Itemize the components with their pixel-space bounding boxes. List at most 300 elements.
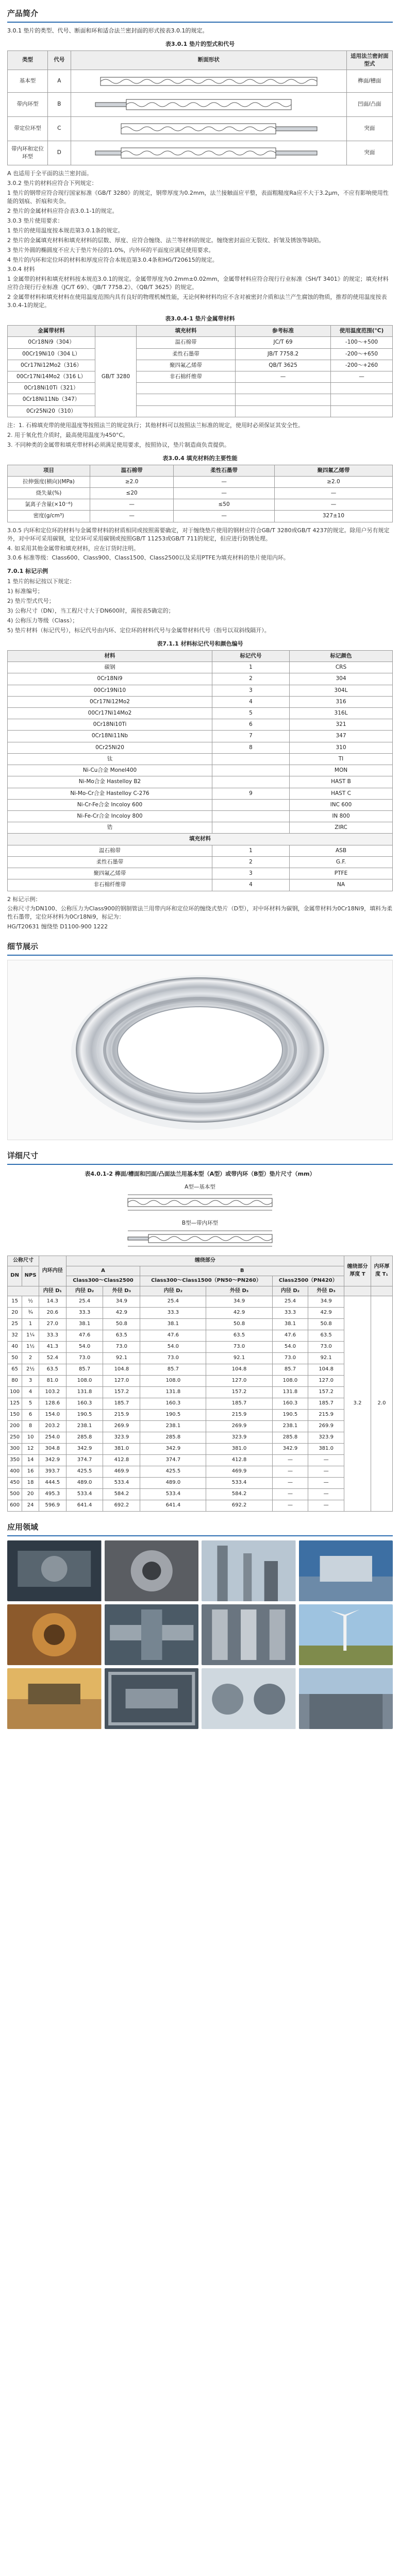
size-cell-d2b: 489.0 (140, 1478, 206, 1489)
filler-cell: 柔性石墨带 (137, 348, 236, 360)
size-row (8, 1432, 393, 1444)
size-cell-d2b: 33.3 (140, 1308, 206, 1319)
filler-cell: 聚四氟乙烯带 (137, 360, 236, 371)
size-cell-d3b: 584.2 (206, 1489, 272, 1500)
code-header: 代号 (48, 50, 71, 70)
size-cell-d2: 131.8 (66, 1387, 103, 1398)
size-cell-d2b: 190.5 (140, 1410, 206, 1421)
temp-cell (331, 383, 393, 394)
size-cell-d2b: 54.0 (140, 1342, 206, 1353)
item-header: 项目 (8, 465, 90, 476)
size-cell-d3b: 63.5 (206, 1330, 272, 1342)
table-row (8, 776, 393, 788)
detail-size-title: 详细尺寸 (7, 1147, 393, 1165)
code-cell: 1 (212, 845, 290, 856)
size-cell-d3c: — (308, 1466, 344, 1478)
size-cell-d2: 533.4 (66, 1489, 103, 1500)
filler-std-cell: — (236, 371, 331, 382)
mat-cell: 00Cr17Ni14Mo2 (8, 708, 212, 719)
size-cell-d2c: — (272, 1500, 308, 1512)
metal-cell: 00Cr17Ni14Mo2（316 L） (8, 371, 95, 382)
type-face: 突面 (346, 141, 392, 165)
application-photo (299, 1540, 393, 1601)
size-cell-dn: 32 (8, 1330, 22, 1342)
value-cell: — (274, 488, 392, 499)
code-cell: 8 (212, 742, 290, 753)
size-cell-d1: 33.3 (39, 1330, 66, 1342)
color-header: 标记颜色 (290, 650, 393, 662)
ring-thk-value: 2.0 (371, 1296, 393, 1512)
value-cell: ≤50 (174, 499, 275, 511)
size-table-body (8, 1296, 393, 1512)
size-cell-d3: 92.1 (103, 1353, 140, 1364)
size-cell-d2c: 131.8 (272, 1387, 308, 1398)
size-cell-d2b: 374.7 (140, 1455, 206, 1466)
filler-table (7, 465, 393, 522)
type-b-header: B (140, 1266, 344, 1276)
size-cell-dn: 50 (8, 1353, 22, 1364)
size-cell-d3: 185.7 (103, 1398, 140, 1410)
size-cell-dn: 350 (8, 1455, 22, 1466)
size-table (7, 1256, 393, 1512)
table-row (8, 742, 393, 753)
application-photo (105, 1604, 199, 1665)
table-row (8, 765, 393, 776)
size-cell-d3c: 92.1 (308, 1353, 344, 1364)
size-cell-d3b: 104.8 (206, 1364, 272, 1376)
size-cell-d3: 469.9 (103, 1466, 140, 1478)
size-cell-d3c: — (308, 1489, 344, 1500)
table-row (8, 337, 393, 348)
type-table-caption: 表3.0.1 垫片的型式和代号 (165, 40, 235, 47)
size-cell-nps: 2 (22, 1353, 39, 1364)
color-cell: G.F. (290, 856, 393, 868)
mat-cell: 钛 (8, 753, 212, 765)
size-cell-nps: 4 (22, 1387, 39, 1398)
color-cell: MON (290, 765, 393, 776)
table-row (8, 685, 393, 696)
type-name: 基本型 (8, 70, 48, 93)
application-title: 应用领域 (7, 1519, 393, 1536)
size-cell-d1: 444.5 (39, 1478, 66, 1489)
marking-note: 2 标记示例： (7, 895, 41, 903)
gasket-section-b-diagram (71, 93, 346, 117)
table-row (8, 810, 393, 822)
size-cell-nps: 14 (22, 1455, 39, 1466)
size-cell-d2b: 342.9 (140, 1444, 206, 1455)
size-cell-d3: 104.8 (103, 1364, 140, 1376)
size-cell-d3: 533.4 (103, 1478, 140, 1489)
code-cell: 3 (212, 868, 290, 879)
color-cell: 304L (290, 685, 393, 696)
size-cell-d2c: 38.1 (272, 1319, 308, 1330)
size-cell-d1: 20.6 (39, 1308, 66, 1319)
size-cell-d3c: 63.5 (308, 1330, 344, 1342)
size-cell-d3: 157.2 (103, 1387, 140, 1398)
code-cell: 1 (212, 662, 290, 673)
color-cell: 321 (290, 719, 393, 731)
table-row (8, 731, 393, 742)
table-row (8, 696, 393, 707)
color-cell: ASB (290, 845, 393, 856)
application-gallery (7, 1540, 393, 1729)
intro-note: 3 垫片外圆的椭圆度不应大于垫片外径的1.0%，内外环的平面度应满足使用要求。 (7, 246, 214, 253)
color-cell: CRS (290, 662, 393, 673)
size-cell-d2c: — (272, 1466, 308, 1478)
type-diagrams (7, 1181, 393, 1253)
size-cell-d3c: — (308, 1478, 344, 1489)
filler-cell: 温石棉带 (137, 337, 236, 348)
table-row (8, 868, 393, 879)
size-cell-d3b: 692.2 (206, 1500, 272, 1512)
table-row (8, 719, 393, 731)
size-cell-d2c: — (272, 1455, 308, 1466)
d3-header: 外径 D₃ (206, 1286, 272, 1296)
size-cell-dn: 250 (8, 1432, 22, 1444)
type-face: 突面 (346, 117, 392, 141)
ring-thk-header: 内环厚度 T₁ (371, 1256, 393, 1286)
size-cell-d3b: 127.0 (206, 1376, 272, 1387)
thk-value: 3.2 (344, 1296, 371, 1512)
code-cell: 4 (212, 879, 290, 891)
size-row (8, 1364, 393, 1376)
table-row (8, 348, 393, 360)
value-cell: ≥2.0 (274, 476, 392, 487)
size-cell-nps: 18 (22, 1478, 39, 1489)
size-cell-d3b: 73.0 (206, 1342, 272, 1353)
marking-item: 3) 公称尺寸（DN），当工程尺寸大于DN600时，需按表5确定的； (7, 607, 174, 615)
intro-note: 2 金属带材料和填充材料在使用温度范围内具有良好的物理机械性能，无论何种材料均应不含对被密封介质和法兰产生腐蚀的物质，推荐的使用温度按表3.0.4-1的规定。 (7, 294, 387, 309)
size-row (8, 1376, 393, 1387)
size-cell-d3: 42.9 (103, 1308, 140, 1319)
filler-note: 3.0.5 内环和定位环的材料与金属带材料的材质相同或按照需要确定，对于缠绕垫片使用的钢材应符合GB/T 3280或GB/T 4237的规定。除用户另有规定外，对中环可采用碳钢，定位环可采用碳钢或按照GB/T 11253或GB/T 711的规定，但应进行防锈处理。 (7, 527, 390, 542)
temp-cell: -100～+500 (331, 337, 393, 348)
size-cell-d2: 190.5 (66, 1410, 103, 1421)
type-name: 带内环型 (8, 93, 48, 117)
metal-table (7, 325, 393, 417)
size-cell-d3: 215.9 (103, 1410, 140, 1421)
filler-std-cell (236, 405, 331, 417)
table-row (8, 708, 393, 719)
value-cell: ≤20 (90, 488, 174, 499)
type-row (8, 93, 393, 117)
metal-note: 2. 用于氧化性介质时，最高使用温度为450°C。 (7, 431, 129, 438)
size-cell-d3: 692.2 (103, 1500, 140, 1512)
gasket-section-a-diagram (71, 70, 346, 93)
mat-cell: 碳钢 (8, 662, 212, 673)
size-cell-d3c: — (308, 1455, 344, 1466)
table-row (8, 753, 393, 765)
code-cell (212, 799, 290, 810)
code-cell (212, 776, 290, 788)
size-cell-d3b: 412.8 (206, 1455, 272, 1466)
size-cell-d2: 489.0 (66, 1478, 103, 1489)
size-row (8, 1489, 393, 1500)
color-cell: HAST C (290, 788, 393, 799)
intro-note: 1 垫片的钢带应符合现行国家标准《GB/T 3280》的规定，钢带厚度为0.2mm，法兰接触面应平整，表面粗糙度Ra应不大于3.2μm，不应有影响使用性能的划痕、折痕和夹杂。 (7, 189, 389, 205)
size-cell-d2c: 85.7 (272, 1364, 308, 1376)
size-cell-d2: 73.0 (66, 1353, 103, 1364)
size-row (8, 1466, 393, 1478)
type-a-header: A (66, 1266, 140, 1276)
size-cell-d1: 63.5 (39, 1364, 66, 1376)
size-cell-dn: 25 (8, 1319, 22, 1330)
size-row (8, 1455, 393, 1466)
value-cell: 327±10 (274, 511, 392, 522)
size-cell-d3: 381.0 (103, 1444, 140, 1455)
size-cell-d2b: 108.0 (140, 1376, 206, 1387)
value-cell: — (174, 476, 275, 487)
size-cell-dn: 40 (8, 1342, 22, 1353)
intro-note: 3.0.3 垫片使用要求： (7, 217, 63, 224)
size-cell-d2c: 160.3 (272, 1398, 308, 1410)
mat-cell: 锆 (8, 822, 212, 834)
color-cell: HAST B (290, 776, 393, 788)
size-cell-d3: 63.5 (103, 1330, 140, 1342)
table-row (8, 488, 393, 499)
size-cell-dn: 125 (8, 1398, 22, 1410)
table-row (8, 405, 393, 417)
color-cell: 316L (290, 708, 393, 719)
filler-note: 3.0.6 标准等级：Class600、Class900、Class1500、Class2500以及采用PTFE为填充材料的垫片使用内环。 (7, 554, 289, 562)
type-name: 带定位环型 (8, 117, 48, 141)
temp-cell: -200～+260 (331, 360, 393, 371)
size-cell-d2c: 285.8 (272, 1432, 308, 1444)
application-photo (105, 1668, 199, 1729)
mat-header: 材料 (8, 650, 212, 662)
size-cell-nps: 6 (22, 1410, 39, 1421)
mat-cell: Ni-Fe-Cr合金 Incoloy 800 (8, 810, 212, 822)
metal-note: 3. 不同种类的金属带和填充带材料必须满足使用要求，按照协议，垫片制造商负责提供。 (7, 441, 230, 448)
gasket-section-c-diagram (71, 117, 346, 141)
filler-header: 填充材料 (137, 326, 236, 337)
d2-header: 内径 D₂ (140, 1286, 206, 1296)
size-cell-d3b: 269.9 (206, 1421, 272, 1432)
value-cell: — (174, 511, 275, 522)
table-row (8, 822, 393, 834)
metal-table-caption: 表3.0.4-1 垫片金属带材料 (165, 315, 235, 323)
size-cell-d1: 393.7 (39, 1466, 66, 1478)
size-row (8, 1387, 393, 1398)
size-cell-d1: 342.9 (39, 1455, 66, 1466)
size-cell-d2c: 33.3 (272, 1308, 308, 1319)
filler-note: 4. 如采用其他金属带和填充材料，应在订货时注明。 (7, 545, 139, 552)
table-row (8, 845, 393, 856)
value-cell: — (174, 488, 275, 499)
color-cell: 304 (290, 673, 393, 685)
face-header: 适用法兰密封面型式 (346, 50, 392, 70)
marking-note: 公称尺寸为DN100、公称压力为Class900的钢制管法兰用带内环和定位环的缠绕式垫片（D型），对中环材料为碳钢，金属带材料为0Cr18Ni9，填料为柔性石墨带，定位环材料为0Cr18Ni9，标记为： (7, 905, 393, 921)
intro-note: 1 垫片的使用温度按本规范第3.0.1条的规定。 (7, 227, 124, 234)
size-row (8, 1410, 393, 1421)
size-cell-nps: 1¼ (22, 1330, 39, 1342)
mat-cell: Ni-Mo-Cr合金 Hastelloy C-276 (8, 788, 212, 799)
filler-std-cell (236, 383, 331, 394)
table-row (8, 879, 393, 891)
size-cell-nps: 20 (22, 1489, 39, 1500)
size-cell-d3: 412.8 (103, 1455, 140, 1466)
table-row (8, 788, 393, 799)
size-cell-d2: 25.4 (66, 1296, 103, 1308)
code-cell: 5 (212, 708, 290, 719)
intro-note: 3.0.4 材料 (7, 266, 35, 273)
application-photo (7, 1604, 102, 1665)
size-cell-d2c: 342.9 (272, 1444, 308, 1455)
size-cell-d3c: 73.0 (308, 1342, 344, 1353)
gasket-section-d-diagram (71, 141, 346, 165)
size-row (8, 1444, 393, 1455)
table-row (8, 499, 393, 511)
size-cell-nps: 3 (22, 1376, 39, 1387)
size-cell-d3: 127.0 (103, 1376, 140, 1387)
size-row (8, 1500, 393, 1512)
filler-cell (137, 405, 236, 417)
code-cell (212, 753, 290, 765)
size-cell-d3: 73.0 (103, 1342, 140, 1353)
size-cell-nps: ¾ (22, 1308, 39, 1319)
application-photo (202, 1604, 296, 1665)
size-cell-d2: 285.8 (66, 1432, 103, 1444)
diagram-b-label: B型—带内环型 (181, 1219, 219, 1226)
size-cell-d2b: 425.5 (140, 1466, 206, 1478)
filler-subheader: 填充材料 (8, 834, 393, 845)
color-cell: 347 (290, 731, 393, 742)
size-cell-d1: 14.3 (39, 1296, 66, 1308)
size-cell-d2c: — (272, 1478, 308, 1489)
mat-cell: Ni-Cu合金 Monel400 (8, 765, 212, 776)
size-cell-d2b: 38.1 (140, 1319, 206, 1330)
size-cell-nps: 16 (22, 1466, 39, 1478)
mat-cell: Ni-Mo合金 Hastelloy B2 (8, 776, 212, 788)
size-cell-d3b: 533.4 (206, 1478, 272, 1489)
size-cell-dn: 20 (8, 1308, 22, 1319)
size-cell-d3c: 50.8 (308, 1319, 344, 1330)
table-row (8, 476, 393, 487)
metal-std-cell: GB/T 3280 (95, 337, 137, 417)
size-cell-d3c: 127.0 (308, 1376, 344, 1387)
size-cell-d2c: — (272, 1489, 308, 1500)
type-face: 榫面/槽面 (346, 70, 392, 93)
d1-header: 内径 D₁ (39, 1286, 66, 1296)
size-cell-dn: 80 (8, 1376, 22, 1387)
table-row (8, 799, 393, 810)
size-cell-d2: 38.1 (66, 1319, 103, 1330)
nps-header: NPS (22, 1266, 39, 1286)
marking-title: 7.0.1 标记示例 (7, 568, 48, 575)
size-cell-d2b: 85.7 (140, 1364, 206, 1376)
code-cell: 4 (212, 696, 290, 707)
intro-paragraph: 3.0.1 垫片的类型、代号、断面和环和适合法兰密封面的形式按表3.0.1的规定。 (7, 27, 208, 34)
metal-cell: 0Cr25Ni20（310） (8, 405, 95, 417)
size-cell-d3b: 34.9 (206, 1296, 272, 1308)
size-cell-nps: 2½ (22, 1364, 39, 1376)
size-cell-d2c: 238.1 (272, 1421, 308, 1432)
color-cell: PTFE (290, 868, 393, 879)
size-row (8, 1330, 393, 1342)
filler-cell: 非石棉纤维带 (137, 371, 236, 382)
marking-item: 1) 标准编号； (7, 588, 43, 595)
size-cell-nps: ½ (22, 1296, 39, 1308)
size-cell-d2: 238.1 (66, 1421, 103, 1432)
size-cell-dn: 300 (8, 1444, 22, 1455)
type-face: 凹面/凸面 (346, 93, 392, 117)
mat-cell: 0Cr18Ni9 (8, 673, 212, 685)
code-header: 标记代号 (212, 650, 290, 662)
color-cell: 310 (290, 742, 393, 753)
size-cell-d3b: 185.7 (206, 1398, 272, 1410)
size-row (8, 1421, 393, 1432)
application-photo (202, 1540, 296, 1601)
size-cell-d2b: 285.8 (140, 1432, 206, 1444)
d2-header: 内径 D₂ (66, 1286, 103, 1296)
size-cell-d1: 154.0 (39, 1410, 66, 1421)
item-cell: 拉伸强度(横向)(MPa) (8, 476, 90, 487)
temp-cell (331, 405, 393, 417)
marking-line: 1 垫片的标记按以下规定： (7, 578, 75, 585)
size-cell-d2b: 238.1 (140, 1421, 206, 1432)
intro-note: 2 垫片的金属填充材料和填充材料的层数、厚度、应符合缠绕、法兰等材料的规定。缠绕密封面应无裂纹、折皱及锈蚀等缺陷。 (7, 236, 325, 244)
size-cell-dn: 15 (8, 1296, 22, 1308)
metal-note: 注：1. 石棉填充带的使用温度等按照法兰的规定执行；其他材料可以按照法兰标准的规定，使用时必须保证其安全性。 (7, 421, 304, 429)
size-row (8, 1296, 393, 1308)
filler-cell (137, 394, 236, 405)
code-cell: 6 (212, 719, 290, 731)
temp-header: 使用温度范围(°C) (331, 326, 393, 337)
type-row (8, 117, 393, 141)
mat-cell: 0Cr17Ni12Mo2 (8, 696, 212, 707)
size-cell-nps: 1½ (22, 1342, 39, 1353)
section-header: 断面形状 (71, 50, 346, 70)
size-cell-dn: 200 (8, 1421, 22, 1432)
size-cell-d2b: 47.6 (140, 1330, 206, 1342)
mat-cell: 柔性石墨带 (8, 856, 212, 868)
size-cell-d1: 52.4 (39, 1353, 66, 1364)
filler-std-cell: JB/T 7758.2 (236, 348, 331, 360)
photo-section-title: 细节展示 (7, 938, 393, 956)
filler-table-caption: 表3.0.4 填充材料的主要性能 (162, 454, 238, 462)
size-cell-dn: 100 (8, 1387, 22, 1398)
size-cell-d3b: 381.0 (206, 1444, 272, 1455)
d3-header: 外径 D₃ (308, 1286, 344, 1296)
filler-subheader-row (8, 834, 393, 845)
size-cell-dn: 150 (8, 1410, 22, 1421)
marking-item: 2) 垫片型式代号； (7, 598, 55, 605)
marking-table-caption: 表7.1.1 材料标记代号和颜色编号 (157, 640, 243, 647)
metal-cell: 00Cr19Ni10（304 L） (8, 348, 95, 360)
code-cell (212, 810, 290, 822)
table-row (8, 383, 393, 394)
diagram-a-drawing (123, 1192, 277, 1213)
type-code: D (48, 141, 71, 165)
std-header: 参考标准 (236, 326, 331, 337)
metal-std-header (95, 326, 137, 337)
size-cell-d1: 254.0 (39, 1432, 66, 1444)
metal-cell: 0Cr18Ni9（304） (8, 337, 95, 348)
size-cell-d3b: 42.9 (206, 1308, 272, 1319)
size-row (8, 1398, 393, 1410)
filler-std-cell: JC/T 69 (236, 337, 331, 348)
size-cell-d1: 103.2 (39, 1387, 66, 1398)
color-cell: 316 (290, 696, 393, 707)
mat-cell: 0Cr18Ni11Nb (8, 731, 212, 742)
item-cell: 密度(g/cm³) (8, 511, 90, 522)
size-cell-dn: 500 (8, 1489, 22, 1500)
code-cell: 2 (212, 856, 290, 868)
size-cell-d3c: 42.9 (308, 1308, 344, 1319)
intro-note: 1 金属带的材料和填充材料按本规范3.0.1的规定。金属带厚度为0.2mm±0.02mm，金属带材料应符合现行行业标准《SH/T 3401》的规定；填充材料应符合现行行业标准《JC/T 69》、《JB/T 7758.2》、《QB/T 3625》的规定。 (7, 276, 389, 291)
type-header: 类型 (8, 50, 48, 70)
intro-section-title: 产品简介 (7, 5, 393, 23)
